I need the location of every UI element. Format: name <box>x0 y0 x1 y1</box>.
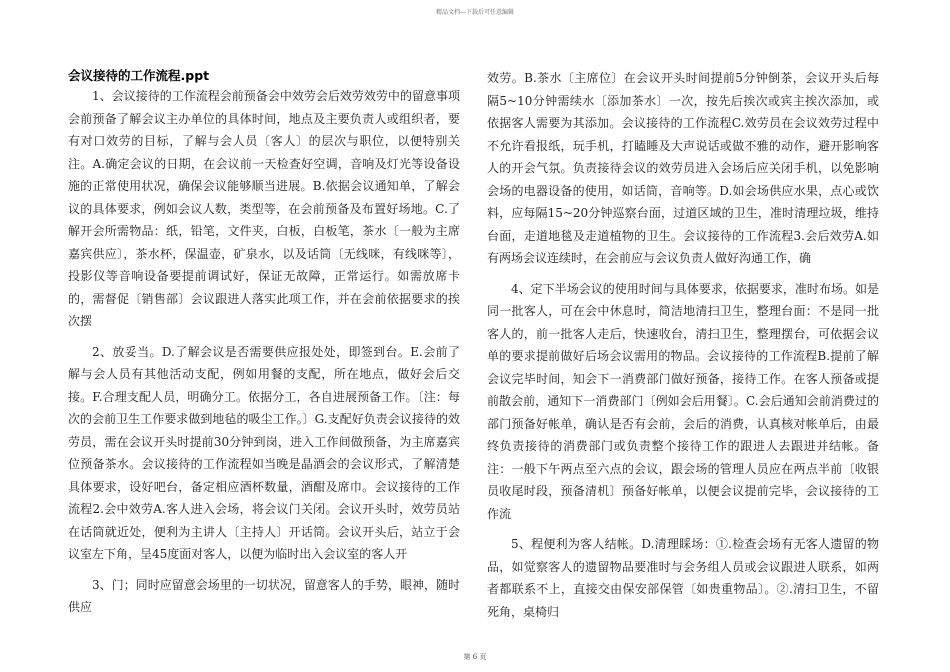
paragraph: 4、定下半场会议的使用时间与具体要求，依据要求，准时布场。如是同一批客人，可在会中休息时，简洁地清扫卫生，整理台面：不是同一批客人的，前一批客人走后，快速收台，清扫卫生，整理摆台，可依据会议单的要求提前做好后场会议需用的物品。会议接待的工作流程B.提前了解会议完毕时间，知会下一消费部门做好预备，接待工作。在客人预备或提前散会前，通知下一消费部门〔例如会后用餐〕。C.会后通知会前消费过的部门预备好帐单，确认是否有会前，会后的消费，认真核对帐单后，由最终负责接待的消费部门或负责整个接待工作的跟进人去跟进并结帐。备注：一般下午两点至六点的会议，跟会场的管理人员应在两点半前〔收银员收尾时段，预备清机〕预备好帐单，以便会议提前完毕，会议接待的工作流 <box>487 281 879 521</box>
paragraph: 2、放妥当。D.了解会议是否需要供应报处处，即签到台。E.会前了解与会人员有其他活动支配，例如用餐的支配，所在地点，做好会后交接。F.合理支配人员，明确分工。依据分工，各自进展预备工作。〔注：每次的会前卫生工作要求做到地毡的吸尘工作。〕G.支配好负责会议接待的效劳员，需在会议开头时提前30分钟到岗，进入工作间做预备，为主席嘉宾位预备茶水。会议接待的工作流程如当晚是晶酒会的会议形式，了解清楚具体要求，设好吧台，备定相应酒杯数量，酒酣及席巾。会议接待的工作流程2.会中效劳A.客人进入会场，将会议门关闭。会议开头时，效劳员站在话筒就近处，便利为主讲人〔主持人〕开话筒。会议开头后，站立于会议室左下角，呈45度面对客人，以便为临时出入会议室的客人开 <box>68 344 460 561</box>
page-footer: 第 6 页 <box>463 653 487 661</box>
left-column <box>68 67 460 627</box>
right-column <box>487 67 879 631</box>
paragraph: 1、会议接待的工作流程会前预备会中效劳会后效劳效劳中的留意事项会前预备了解会议主办单位的具体时间，地点及主要负责人或组织者，要有对口效劳的目标，了解与会人员〔客人〕的层次与职位，以便特别关注。A.确定会议的日期，在会议前一天检查好空调，音响及灯光等设备设施的正常使用状况，确保会议能够顺当进展。B.依据会议通知单，了解会议的具体要求，例如会议人数，类型等，在会前预备及布置好场地。C.了解开会所需物品：纸，铅笔，文件夹，白板，白板笔，茶水〔一般为主席嘉宾供应〕，茶水杯，保温壶，矿泉水，以及话筒〔无线咪，有线咪等〕，投影仪等音响设备要提前调试好，保证无故障，正常运行。如需放席卡的，需督促〔销售部〕会议跟进人落实此项工作，并在会前依据要求的挨次摆 <box>68 89 460 328</box>
paragraph: 3、门；同时应留意会场里的一切状况，留意客人的手势，眼神，随时供应 <box>68 577 460 614</box>
paragraph: 5、程便利为客人结帐。D.清理睬场：①.检查会场有无客人遗留的物品，如觉察客人的遗留物品要准时与会务组人员或会议跟进人联系，如两者都联系不上，直接交由保安部保管〔如贵重物品〕。②.清扫卫生，不留死角，桌椅归 <box>487 537 879 619</box>
document-title: 会议接待的工作流程.ppt <box>68 68 210 83</box>
paragraph: 效劳。B.茶水〔主席位〕在会议开头时间提前5分钟倒茶，会议开头后每隔5~10分钟需续水〔添加茶水〕一次，按先后挨次或宾主挨次添加，或依据客人需要为其添加。会议接待的工作流程C.效劳员在会议效劳过程中不允许看报纸，玩手机，打瞌睡及大声说话或做不雅的动作，避开影响客人的开会气氛。负责接待会议的效劳员进入会场后应关闭手机，以免影响会场的电器设备的使用，如话筒，音响等。D.如会场供应水果，点心或饮料，应每隔15~20分钟巡察台面，过道区域的卫生，准时清理垃圾，维持台面，走道地毯及走道植物的卫生。会议接待的工作流程3.会后效劳A.如有两场会议连续时，在会前应与会议负责人做好沟通工作，确 <box>487 71 879 265</box>
page-header: 精品文档---下载后可任意编辑 <box>435 9 515 16</box>
